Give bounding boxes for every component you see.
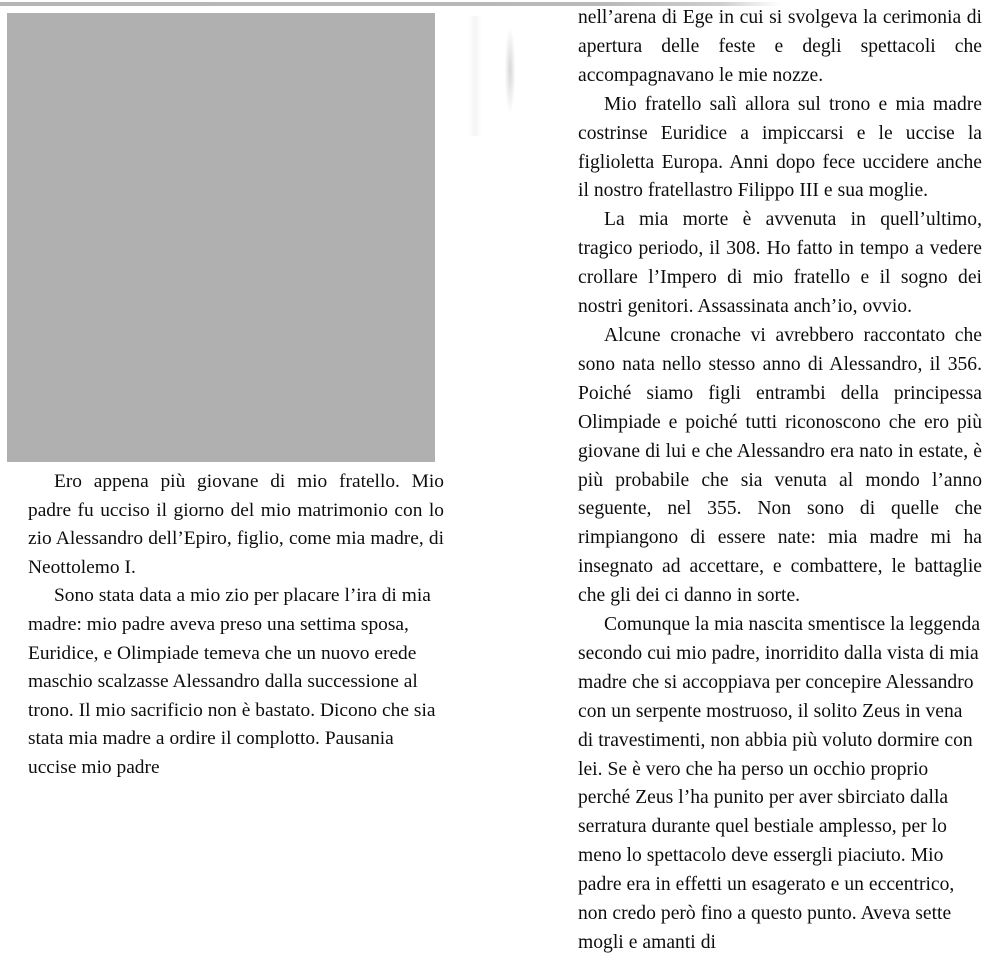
paragraph: Comunque la mia nascita smentisce la leggenda secondo cui mio padre, inorridito dalla vista di mia madre che si accoppiava per concepire Alessandro con un serpente mostruoso, il solito Zeus in vena di travestimenti, non abbia più voluto dormire con lei. Se è vero che ha perso un occhio proprio perché Zeus l’ha punito per aver sbirciato dalla serratura durante quel bestiale amplesso, per lo meno lo spettacolo deve essergli piaciuto. Mio padre era in effetti un esagerato e un eccentrico, non credo però fino a questo punto. Aveva sette mogli e amanti di	[578, 614, 981, 953]
paragraph: Ero appena più giovane di mio fratello. Mio padre fu ucciso il giorno del mio matrimonio con lo zio Alessandro dell’Epiro, figlio, come mia madre, di Neottolemo I.	[28, 471, 444, 578]
page-fold-shadow-secondary	[468, 16, 482, 136]
right-column	[578, 4, 982, 953]
left-column-text	[28, 468, 444, 783]
paragraph: La mia morte è avvenuta in quell’ultimo, tragico periodo, il 308. Ho fatto in tempo a vedere crollare l’Impero di mio fratello e il sogno dei nostri genitori. Assassinata anch’io, ovvio.	[578, 209, 982, 318]
page-fold-shadow	[498, 14, 520, 126]
left-column	[0, 0, 470, 778]
paragraph: nell’arena di Ege in cui si svolgeva la cerimonia di apertura delle feste e degli spettacoli che accompagnavano le mie nozze.	[578, 7, 982, 86]
paragraph: Alcune cronache vi avrebbero raccontato che sono nata nello stesso anno di Alessandro, il 356. Poiché siamo figli entrambi della principessa Olimpiade e poiché tutti riconoscono che ero più giovane di lui e che Alessandro era nato in estate, è più probabile che sia venuta al mondo l’anno seguente, nel 355. Non sono di quelle che rimpiangono di essere nate: mia madre mi ha insegnato ad accettare, e combattere, le battaglie che gli dei ci danno in sorte.	[578, 324, 982, 607]
paragraph: Mio fratello salì allora sul trono e mia madre costrinse Euridice a impiccarsi e le uccise la figlioletta Europa. Anni dopo fece uccidere anche il nostro fratellastro Filippo III e sua moglie.	[578, 93, 982, 202]
paragraph: Sono stata data a mio zio per placare l’ira di mia madre: mio padre aveva preso una settima sposa, Euridice, e Olimpiade temeva che un nuovo erede maschio scalzasse Alessandro dalla successione al trono. Il mio sacrificio non è bastato. Dicono che sia stata mia madre a ordire il complotto. Pausania uccise mio padre	[28, 585, 436, 778]
image-placeholder-block	[7, 13, 435, 462]
